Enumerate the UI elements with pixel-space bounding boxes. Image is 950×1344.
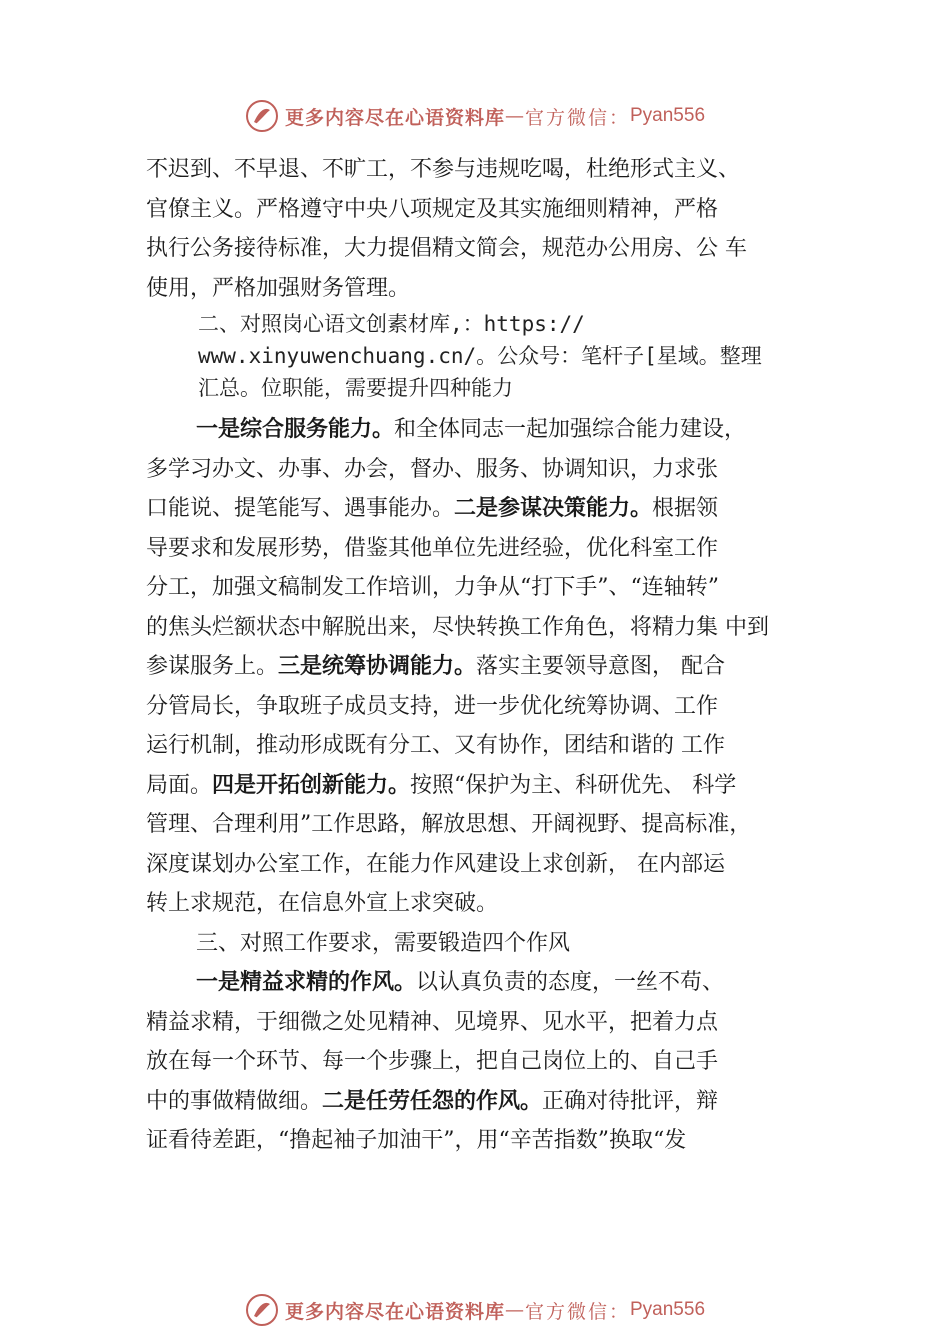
paragraph-line: 口能说、提笔能写、遇事能办。二是参谋决策能力。根据领 (146, 495, 719, 521)
section-heading-2: 二、对照岗心语文创素材库,：https:// (198, 312, 585, 336)
paragraph-line: 管理、合理利用”工作思路，解放思想、开阔视野、提高标准， (146, 812, 752, 837)
banner-title: 更多内容尽在心语资料库 (284, 1300, 505, 1323)
paragraph-line: 中的事做精做细。二是任劳任怨的作风。正确对待批评，辩 (146, 1087, 719, 1114)
paragraph-line: 证看待差距，“撸起袖子加油干”，用“辛苦指数”换取“发 (146, 1128, 687, 1153)
paragraph-line: 转上求规范，在信息外宣上求突破。 (146, 891, 499, 916)
section-heading-3: 三、对照工作要求，需要锻造四个作风 (196, 930, 571, 956)
banner-label: 官方微信： (524, 106, 630, 129)
document-body (146, 150, 836, 1161)
paragraph-line: 局面。四是开拓创新能力。按照“保护为主、科研优先、 科学 (146, 771, 737, 798)
bold-lead: 一是精益求精的作风。 (196, 969, 417, 995)
bold-lead: 二是参谋决策能力。 (454, 495, 653, 521)
bold-lead: 三是统筹协调能力。 (278, 653, 477, 679)
banner-label: 官方微信： (524, 1300, 630, 1323)
header-banner (0, 96, 950, 136)
paragraph-line: 参谋服务上。三是统筹协调能力。落实主要领导意图， 配合 (146, 653, 726, 679)
section-heading-2-cont: 汇总。位职能，需要提升四种能力 (198, 376, 513, 400)
text-line: 使用，严格加强财务管理。 (146, 275, 411, 301)
text-line: 不迟到、不早退、不旷工，不参与违规吃喝，杜绝形式主义、 (146, 157, 741, 182)
banner-dash: — (504, 1299, 525, 1321)
paragraph-line: 导要求和发展形势，借鉴其他单位先进经验，优化科室工作 (146, 535, 719, 561)
paragraph-line: 一是精益求精的作风。以认真负责的态度，一丝不苟、 (196, 969, 725, 995)
bold-lead: 二是任劳任怨的作风。 (322, 1087, 543, 1114)
banner-title: 更多内容尽在心语资料库 (284, 106, 505, 129)
logo-icon (245, 1293, 279, 1327)
paragraph-line: 多学习办文、办事、办会，督办、服务、协调知识，力求张 (146, 456, 719, 482)
paragraph-line: 精益求精，于细微之处见精神、见境界、见水平，把着力点 (146, 1009, 719, 1035)
paragraph-line: 分工，加强文稿制发工作培训，力争从“打下手”、“连轴转” (146, 575, 719, 600)
paragraph-line: 深度谋划办公室工作，在能力作风建设上求创新， 在内部运 (146, 851, 725, 877)
banner-wechat-id: Pyan556 (630, 1299, 706, 1320)
bold-lead: 四是开拓创新能力。 (212, 771, 411, 798)
footer-banner (0, 1290, 950, 1330)
paragraph-line: 一是综合服务能力。和全体同志一起加强综合能力建设， (196, 416, 747, 442)
banner-wechat-id: Pyan556 (630, 105, 706, 126)
bold-lead: 一是综合服务能力。 (196, 416, 395, 442)
text-line: 执行公务接待标准，大力提倡精文简会，规范办公用房、公 车 (146, 236, 747, 261)
paragraph-line: 运行机制，推动形成既有分工、又有协作，团结和谐的 工作 (146, 733, 725, 758)
paragraph-line: 放在每一个环节、每一个步骤上，把自己岗位上的、自己手 (146, 1049, 719, 1074)
banner-dash: — (504, 105, 525, 127)
logo-icon (245, 99, 279, 133)
paragraph-line: 的焦头烂额状态中解脱出来，尽快转换工作角色，将精力集 中到 (146, 614, 769, 640)
text-line: 官僚主义。严格遵守中央八项规定及其实施细则精神，严格 (146, 196, 719, 222)
section-heading-2-cont: www.xinyuwenchuang.cn/。公众号：笔杆子[星域。整理 (198, 344, 762, 368)
paragraph-line: 分管局长，争取班子成员支持，进一步优化统筹协调、工作 (146, 693, 719, 719)
